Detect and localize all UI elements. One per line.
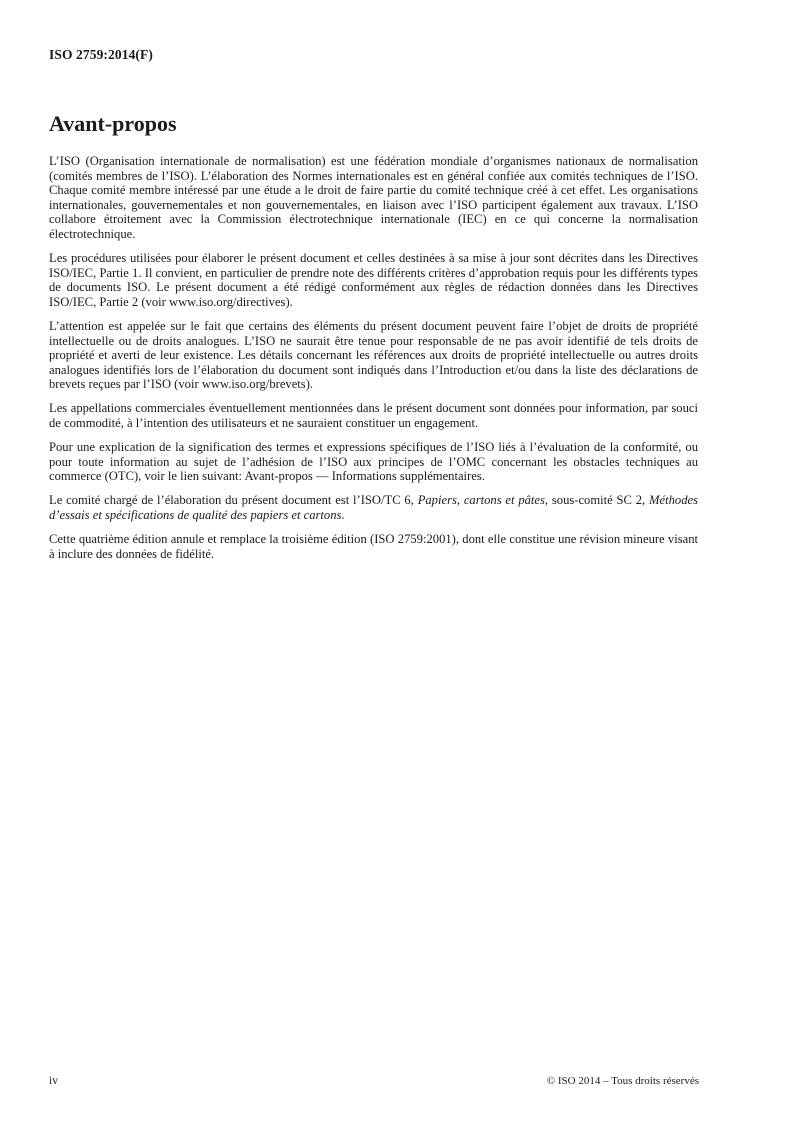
paragraph-patent-rights: L’attention est appelée sur le fait que certains des éléments du présent document peuvent faire l’objet de droits de propriété intellectuelle ou de droits analogues. L’ISO ne saurait être tenue pour responsable de ne pas avoir identifié de tels droits de propriété et averti de leur existence. Les détails concernant les références aux droits de propriété intellectuelle ou autres droits analogues identifiés lors de l’élaboration du document sont indiqués dans l’Introduction et/ou dans la liste des déclarations de brevets reçues par l’ISO (voir www.iso.org/brevets).	[49, 318, 698, 392]
paragraph-trade-names: Les appellations commerciales éventuellement mentionnées dans le présent document sont données pour information, par souci de commodité, à l’intention des utilisateurs et ne sauraient constituer un engagement.	[49, 401, 698, 430]
foreword-body	[49, 154, 698, 571]
paragraph-edition: Cette quatrième édition annule et remplace la troisième édition (ISO 2759:2001), dont elle constitue une révision mineure visant à inclure des données de fidélité.	[49, 532, 698, 561]
paragraph-committee	[49, 493, 698, 522]
paragraph-procedures: Les procédures utilisées pour élaborer le présent document et celles destinées à sa mise à jour sont décrites dans les Directives ISO/IEC, Partie 1. Il convient, en particulier de prendre note des différents critères d’approbation requis pour les différents types de documents ISO. Le présent document a été rédigé conformément aux règles de rédaction données dans les Directives ISO/IEC, Partie 2 (voir www.iso.org/directives).	[49, 251, 698, 309]
subcommittee-name: Méthodes d’essais et spécifications de qualité des papiers et cartons	[49, 493, 698, 522]
section-title: Avant-propos	[49, 111, 177, 136]
page-number: iv	[49, 1075, 58, 1087]
document-id: ISO 2759:2014(F)	[49, 47, 153, 62]
copyright-notice: © ISO 2014 – Tous droits réservés	[546, 1075, 699, 1087]
committee-text-part3: .	[341, 507, 345, 522]
committee-name: Papiers, cartons et pâtes	[417, 493, 545, 508]
committee-text-part1: Le comité chargé de l’élaboration du présent document est l’ISO/TC 6,	[49, 493, 418, 508]
paragraph-conformity-explanation: Pour une explication de la signification des termes et expressions spécifiques de l’ISO liés à l’évaluation de la conformité, ou pour toute information au sujet de l’adhésion de l’ISO aux principes de l’OMC concernant les obstacles techniques au commerce (OTC), voir le lien suivant: Avant-propos — Informations supplémentaires.	[49, 440, 698, 484]
committee-text-part2: , sous-comité SC 2,	[544, 493, 650, 508]
paragraph-iso-organisation: L’ISO (Organisation internationale de normalisation) est une fédération mondiale d’organismes nationaux de normalisation (comités membres de l’ISO). L’élaboration des Normes internationales est en général confiée aux comités techniques de l’ISO. Chaque comité membre intéressé par une étude a le droit de faire partie du comité technique créé à cet effet. Les organisations internationales, gouvernementales et non gouvernementales, en liaison avec l’ISO participent également aux travaux. L’ISO collabore étroitement avec la Commission électrotechnique internationale (IEC) en ce qui concerne la normalisation électrotechnique.	[49, 154, 698, 241]
